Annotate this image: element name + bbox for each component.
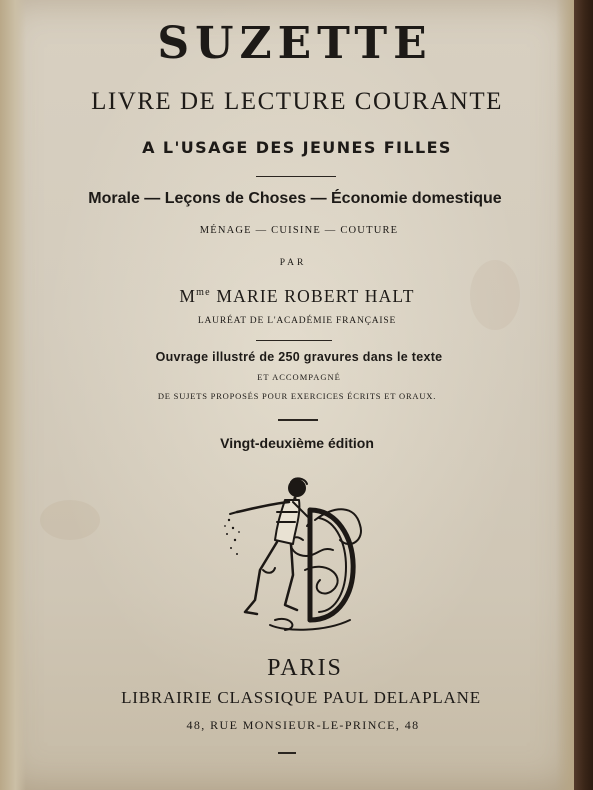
audience-line: A L'USAGE DES JEUNES FILLES	[142, 138, 452, 157]
author-full-name: MARIE ROBERT HALT	[216, 286, 415, 306]
author-prefix-sup: me	[196, 287, 211, 298]
author-name	[10, 286, 584, 307]
subjects-subline: MÉNAGE — CUISINE — COUTURE	[199, 225, 399, 236]
divider	[256, 340, 332, 341]
description-line: Ouvrage illustré de 250 gravures dans le texte	[155, 350, 443, 364]
description-line: DE SUJETS PROPOSÉS POUR EXERCICES ÉCRITS ET ORAUX.	[157, 391, 437, 401]
publisher-name: LIBRAIRIE CLASSIQUE PAUL DELAPLANE	[121, 688, 481, 707]
publisher-address: 48, RUE MONSIEUR-LE-PRINCE, 48	[186, 718, 420, 732]
sower-with-monogram-icon	[215, 470, 375, 640]
author-distinction: LAURÉAT DE L'ACADÉMIE FRANÇAISE	[197, 316, 397, 326]
publisher-city: PARIS	[267, 655, 343, 681]
author-prefix: M	[179, 286, 197, 306]
book-subtitle: LIVRE DE LECTURE COURANTE	[91, 88, 503, 115]
divider	[256, 176, 336, 177]
edition-label: Vingt-deuxième édition	[220, 435, 374, 451]
description-line: ET ACCOMPAGNÉ	[257, 372, 341, 382]
subjects-line: Morale — Leçons de Choses — Économie domestique	[88, 190, 502, 207]
paper-stain	[40, 500, 100, 540]
divider	[278, 419, 318, 421]
divider	[278, 752, 296, 754]
book-title: SUZETTE	[157, 18, 433, 69]
by-label: PAR	[279, 258, 307, 268]
